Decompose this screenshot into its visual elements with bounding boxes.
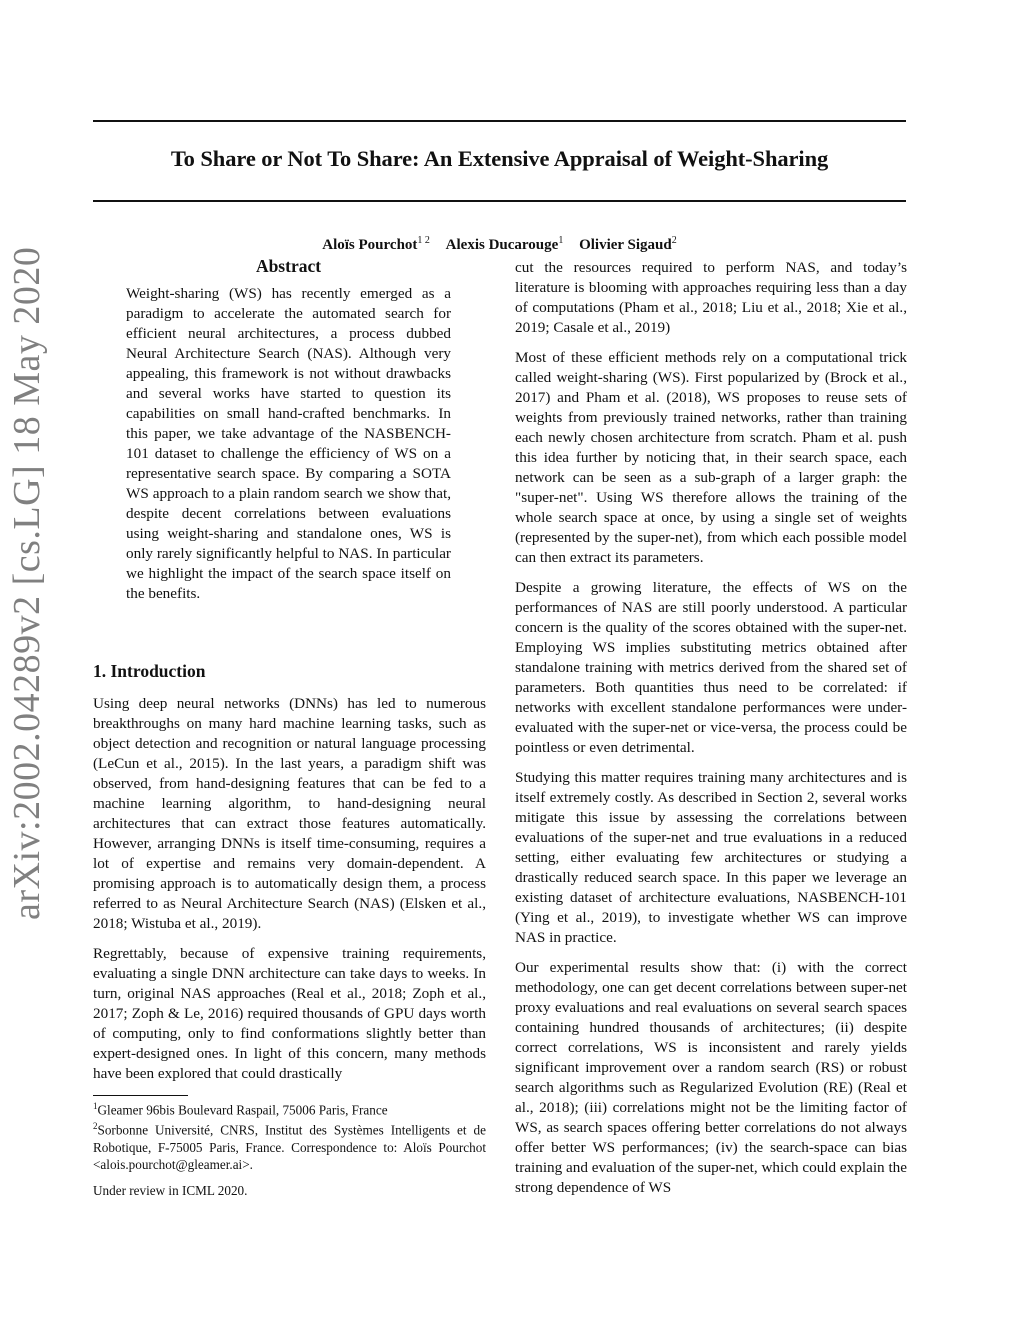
abstract-heading: Abstract <box>255 256 322 276</box>
author-list <box>93 235 906 254</box>
introduction-heading: 1. Introduction <box>93 661 206 681</box>
author-1: Aloïs Pourchot$^{1 2}$ <box>322 235 430 253</box>
right-paragraph-4: Studying this matter requires training many architectures and is itself extremely costly. As described in Section 2, several works mitigate this issue by assessing the correlations between evaluations of the super-net and true evaluations in a reduced setting, either evaluating few architectures or studying a drastically reduced search space. In this paper we leverage an existing dataset of architecture evaluations, NASBENCH-101 (Ying et al., 2019), to investigate whether WS can improve NAS in practice. <box>515 769 907 946</box>
left-column-body <box>93 694 486 1094</box>
arxiv-stamp: arXiv:2002.04289v2 [cs.LG] 18 May 2020 <box>6 246 48 920</box>
review-note: Under review in ICML 2020. <box>93 1183 248 1198</box>
intro-paragraph-1: Using deep neural networks (DNNs) has led to numerous breakthroughs on many hard machine learning tasks, such as object detection and recognition or natural language processing (LeCun et al., 2015). In the last years, a paradigm shift was observed, from hand-designing features that can be fed to a machine learning algorithm, to hand-designing neural architectures that can extract those features automatically. However, arranging DNNs is itself time-consuming, requires a lot of expertise and remains very domain-dependent. A promising approach is to automatically design them, a process referred to as Neural Architecture Search (NAS) (Elsken et al., 2018; Wistuba et al., 2019). <box>93 695 486 932</box>
right-paragraph-5: Our experimental results show that: (i) with the correct methodology, one can get decent correlations between super-net proxy evaluations and real evaluations on several search spaces containing hundred thousands of architectures; (ii) despite correct correlations, WS is inconsistent and rarely yields significant improvement over a random search (RS) or robust search algorithms such as Regularized Evolution (RE) (Real et al., 2018); (iii) correlations might not be the limiting factor of WS, as search spaces offering better correlations do not always offer better WS performances; (iv) the search-space can bias training and evaluation of the super-net, which could explain the strong dependence of WS <box>515 959 907 1196</box>
right-column-body <box>515 258 907 1208</box>
author-3: Olivier Sigaud$^2$ <box>579 235 677 253</box>
footnote-2: $^2$Sorbonne Université, CNRS, Institut des Systèmes Intelligents et de Robotique, F-75005 Paris, France. Correspondence to: Aloïs Pourchot <alois.pourchot@gleamer.ai>. <box>93 1121 486 1172</box>
title-bottom-rule <box>93 200 906 202</box>
paper-title: To Share or Not To Share: An Extensive Appraisal of Weight-Sharing <box>170 146 829 171</box>
intro-paragraph-2: Regrettably, because of expensive training requirements, evaluating a single DNN architecture can take days to weeks. In turn, original NAS approaches (Real et al., 2018; Zoph et al., 2017; Zoph & Le, 2016) required thousands of GPU days worth of computing, only to find conformations slightly better than expert-designed ones. In light of this concern, many methods have been explored that could drastically <box>93 945 486 1082</box>
footnotes <box>93 1098 486 1173</box>
footnote-1: $^1$Gleamer 96bis Boulevard Raspail, 75006 Paris, France <box>93 1101 388 1118</box>
author-2: Alexis Ducarouge$^1$ <box>445 235 564 253</box>
abstract-text: Weight-sharing (WS) has recently emerged as a paradigm to accelerate the automated search for efficient neural architectures, a process dubbed Neural Architecture Search (NAS). Although very appealing, this framework is not without drawbacks and several works have started to question its capabilities on small hand-crafted benchmarks. In this paper, we take advantage of the NASBENCH-101 dataset to challenge the efficiency of WS on a representative search space. By comparing a SOTA WS approach to a plain random search we show that, despite decent correlations between evaluations using weight-sharing and standalone ones, WS is only rarely significantly helpful to NAS. In particular we highlight the impact of the search space itself on the benefits. <box>126 285 451 602</box>
right-paragraph-3: Despite a growing literature, the effects of WS on the performances of NAS are still poorly understood. A particular concern is the quality of the scores obtained with the super-net. Employing WS implies substituting metrics obtained after standalone training with metrics derived from the shared set of parameters. Both quantities thus need to be correlated: if networks with excellent standalone performances were under-evaluated with the super-net or vice-versa, the process could be pointless or even detrimental. <box>515 579 907 756</box>
right-paragraph-2: Most of these efficient methods rely on a computational trick called weight-sharing (WS). First popularized by (Brock et al., 2017) and Pham et al. (2018), WS proposes to reuse sets of weights from previously trained networks, rather than training each newly chosen architecture from scratch. Pham et al. push this idea further by noticing that, in their search space, each network can be seen as a sub-graph of a larger graph: the "super-net". Using WS therefore allows the training of the whole search space at once, by using a single set of weights (represented by the super-net), from which each possible model can then extract its parameters. <box>515 349 907 566</box>
right-paragraph-1: cut the resources required to perform NAS, and today’s literature is blooming with approaches requiring less than a day of computations (Pham et al., 2018; Liu et al., 2018; Xie et al., 2019; Casale et al., 2019) <box>515 259 907 336</box>
title-top-rule <box>93 120 906 122</box>
footnote-rule <box>93 1095 188 1096</box>
